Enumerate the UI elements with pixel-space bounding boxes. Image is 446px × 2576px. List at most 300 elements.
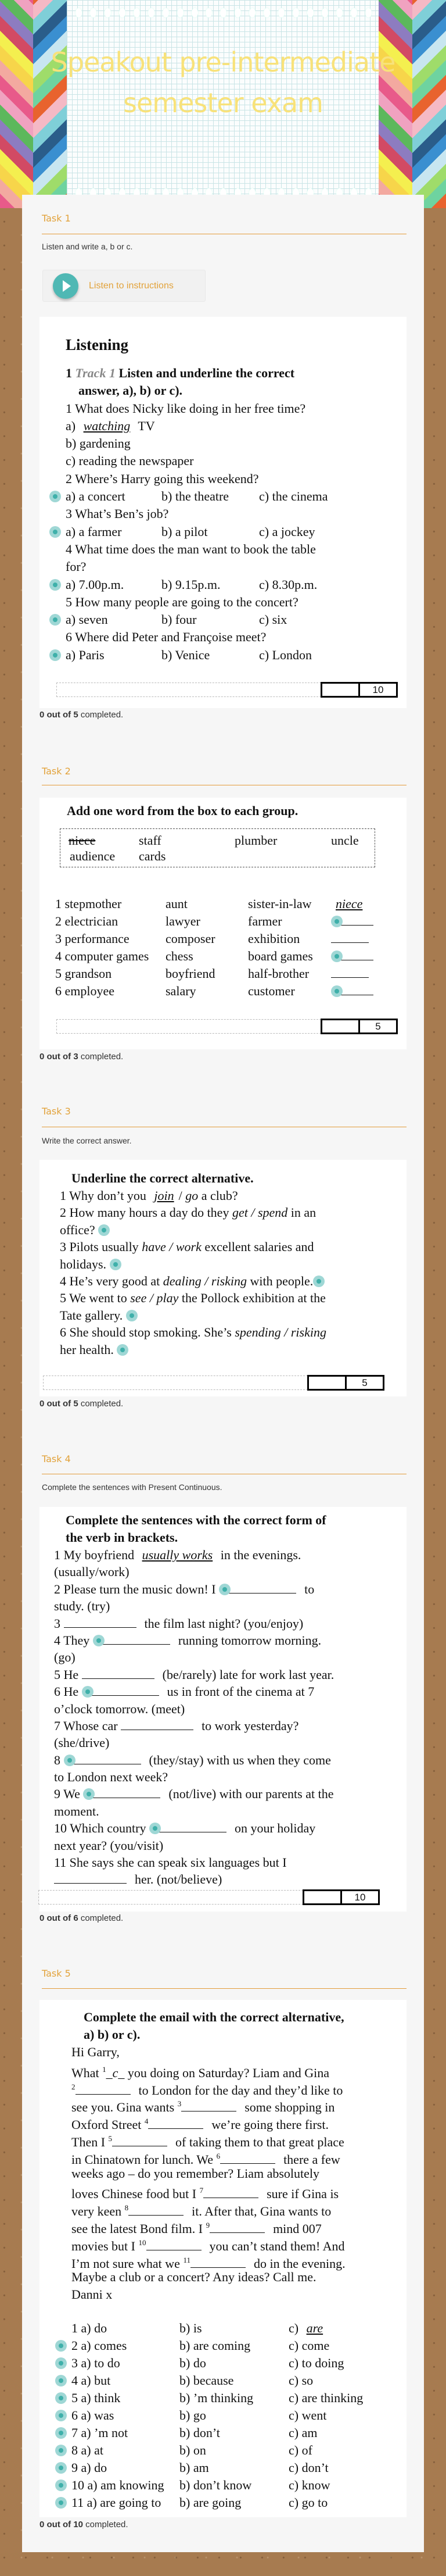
task-1-heading: Task 1 <box>42 213 71 224</box>
option-cell <box>166 930 215 948</box>
task-5-heading: Task 5 <box>42 1968 71 1979</box>
answer-blank[interactable] <box>87 1685 159 1696</box>
answer-blank[interactable] <box>82 1668 154 1679</box>
option-cell <box>289 2355 344 2372</box>
worksheet-line <box>39 1632 407 1649</box>
text: Danni x <box>71 2287 113 2302</box>
worksheet-title: Add one word from the box to each group. <box>67 803 298 818</box>
text: the Pollock exhibition at the <box>178 1291 326 1306</box>
completed-count: 0 out of 6 <box>39 1913 78 1923</box>
answer-marker-icon[interactable] <box>49 491 61 502</box>
answer-blank[interactable] <box>154 1822 226 1832</box>
text: we’re going there first. <box>211 2117 329 2132</box>
worksheet-line <box>39 1598 407 1614</box>
option-cell <box>66 611 108 628</box>
text: boyfriend <box>166 966 215 981</box>
worksheet-line <box>39 1238 407 1255</box>
text: 4 a) but <box>71 2373 111 2388</box>
answer-marker-icon[interactable] <box>55 2392 67 2404</box>
worksheet-line <box>39 2130 407 2148</box>
option-cell <box>71 2459 107 2477</box>
text: see you. Gina wants <box>71 2100 178 2115</box>
answer-marker-icon[interactable] <box>117 1344 128 1356</box>
worksheet-line <box>39 400 407 417</box>
text: (usually/work) <box>54 1564 130 1580</box>
text: c) am <box>289 2425 318 2440</box>
text: 10 Which country <box>54 1821 149 1836</box>
answer-marker-icon[interactable] <box>55 2427 67 2439</box>
option-row <box>39 913 407 930</box>
task-2-heading: Task 2 <box>42 766 71 777</box>
text: 5 a) think <box>71 2390 121 2405</box>
text: office? <box>60 1222 99 1237</box>
text: Maybe a club or a concert? Any ideas? Call me. <box>71 2270 316 2285</box>
text: c) 8.30p.m. <box>259 577 318 592</box>
option-cell <box>55 913 118 930</box>
text: 8 a) at <box>71 2442 103 2457</box>
option-cell <box>259 611 287 628</box>
worksheet-line <box>39 505 407 523</box>
text: 1 My boyfriend <box>54 1548 138 1562</box>
text: do in the evening. <box>253 2256 346 2271</box>
answer-blank[interactable] <box>98 1634 170 1645</box>
text: c) are thinking <box>289 2390 364 2405</box>
option-cell <box>71 2477 164 2494</box>
option-cell <box>66 523 121 541</box>
worksheet-line <box>39 1820 407 1837</box>
option-cell <box>166 965 215 982</box>
worksheet-line <box>39 628 407 646</box>
box-word: plumber <box>235 833 278 848</box>
answer-marker-icon[interactable] <box>49 526 61 538</box>
worksheet-heading <box>39 365 407 382</box>
gap-number: 7 <box>199 2186 204 2195</box>
answer-marker-icon[interactable] <box>55 2340 67 2352</box>
worksheet-line <box>39 1752 407 1768</box>
score-max: 10 <box>354 1892 366 1903</box>
text: in the evenings. <box>217 1548 301 1562</box>
text: 3 What’s Ben’s job? <box>66 506 169 521</box>
answer-marker-icon[interactable] <box>93 1635 105 1646</box>
worksheet-line <box>39 1666 407 1683</box>
option-cell <box>179 2424 220 2442</box>
text: the verb in brackets. <box>66 1530 178 1545</box>
text: weeks ago – do you remember? Liam absolutely <box>71 2166 320 2181</box>
worksheet-line <box>39 1768 407 1785</box>
answer-marker-icon[interactable] <box>83 1788 95 1800</box>
option-row <box>39 948 407 965</box>
worksheet-line <box>39 2043 407 2061</box>
answer-marker-icon[interactable] <box>64 1755 75 1766</box>
task-4-heading: Task 4 <box>42 1453 71 1464</box>
answer-blank[interactable] <box>203 2188 258 2198</box>
text: 3 a) to do <box>71 2355 120 2370</box>
text: b) go <box>179 2407 206 2423</box>
option-row <box>39 895 407 913</box>
score-box <box>43 1375 379 1391</box>
answer-marker-icon[interactable] <box>149 1823 161 1834</box>
text: 9 We <box>54 1787 84 1802</box>
text: you doing on Saturday? Liam and Gina <box>124 2065 329 2080</box>
option-cell <box>289 2320 328 2337</box>
worksheet-line <box>39 1307 407 1324</box>
worksheet-line <box>39 1803 407 1820</box>
completed-count: 0 out of 10 <box>39 2520 84 2529</box>
worksheet-vocabulary <box>39 798 407 1049</box>
answer-blank[interactable] <box>331 967 369 978</box>
option-row <box>39 2442 407 2459</box>
option-cell <box>289 2337 329 2355</box>
worksheet-line <box>39 2078 407 2096</box>
worksheet-alternatives <box>39 1160 407 1396</box>
option-cell <box>289 2389 363 2407</box>
option-cell <box>55 895 121 913</box>
worksheet-line <box>39 1221 407 1238</box>
score-box <box>56 682 398 698</box>
answer-marker-icon[interactable] <box>331 951 343 962</box>
text: 7 a) ’m not <box>71 2425 128 2440</box>
answer-marker-icon[interactable] <box>331 985 343 997</box>
text: her. (not/believe) <box>135 1872 222 1887</box>
answer-marker-icon[interactable] <box>55 2497 67 2509</box>
worksheet-line <box>39 1854 407 1871</box>
text: in Chinatown for lunch. We <box>71 2152 217 2167</box>
answer-marker-icon[interactable] <box>55 2410 67 2421</box>
text: b) don’t <box>179 2425 220 2440</box>
text: her health. <box>60 1342 117 1357</box>
text: 2 How many hours a day do they <box>60 1205 232 1220</box>
answer-blank[interactable] <box>112 2136 167 2146</box>
text: holidays. <box>60 1256 110 1271</box>
text: 6 Where did Peter and Françoise meet? <box>66 630 267 645</box>
worksheet-line <box>39 1700 407 1717</box>
text: 2 Where’s Harry going this weekend? <box>66 471 259 486</box>
notebook-holes <box>75 8 372 17</box>
text: to work yesterday? <box>202 1718 299 1733</box>
text: to London next week? <box>54 1770 168 1785</box>
task-1-instruction: Listen and write a, b or c. <box>42 242 133 251</box>
worksheet-line <box>39 1734 407 1751</box>
worksheet-line <box>39 1341 407 1358</box>
option-cell <box>289 2459 329 2477</box>
text: it. After that, Gina wants to <box>192 2204 332 2219</box>
text: there a few <box>283 2152 340 2167</box>
worksheet-line <box>39 2182 407 2202</box>
answer-blank[interactable] <box>69 1754 141 1764</box>
option-cell <box>289 2494 328 2511</box>
worksheet-line <box>39 2165 407 2182</box>
text: 6 He <box>54 1684 82 1699</box>
text: b) are coming <box>179 2338 251 2353</box>
option-cell <box>71 2407 114 2424</box>
text: 4 He’s very good at <box>60 1273 163 1288</box>
option-row <box>39 576 407 594</box>
text: 4 computer games <box>55 949 149 963</box>
answer-blank[interactable] <box>128 2205 184 2216</box>
text: excellent salaries and <box>201 1239 314 1255</box>
text: c) go to <box>289 2495 328 2510</box>
text: b) am <box>179 2460 209 2475</box>
text: very keen <box>71 2204 125 2219</box>
text: 5 grandson <box>55 966 112 981</box>
gap-number: 4 <box>144 2117 149 2126</box>
text: 6 She should stop smoking. She’s <box>60 1325 235 1340</box>
option-row <box>39 965 407 982</box>
worksheet-line <box>39 1615 407 1632</box>
chevron-pattern <box>0 0 34 208</box>
answer-marker-icon[interactable] <box>55 2357 67 2369</box>
completed-label: completed. <box>78 1913 124 1923</box>
text: movies but I <box>71 2238 139 2253</box>
text: TV <box>135 418 155 433</box>
worksheet-line <box>39 541 407 558</box>
header-banner <box>0 0 446 208</box>
worksheet-line <box>39 2217 407 2234</box>
divider <box>42 1988 407 1989</box>
text: to London for the day and they’d like to <box>138 2082 343 2098</box>
answer-marker-icon[interactable] <box>55 2375 67 2386</box>
option-row <box>39 2477 407 2494</box>
text: half-brother <box>248 966 310 981</box>
answer-marker-icon[interactable] <box>219 1584 231 1595</box>
option-cell <box>331 895 367 913</box>
text: a) seven <box>66 612 108 627</box>
option-cell <box>71 2372 110 2389</box>
option-row <box>39 2372 407 2389</box>
task-4-progress <box>39 1913 123 1924</box>
answer-blank[interactable] <box>121 1720 193 1730</box>
answer-marker-icon[interactable] <box>55 2479 67 2491</box>
completed-label: completed. <box>78 710 124 720</box>
answer-blank[interactable] <box>148 2118 203 2129</box>
option-cell <box>55 930 130 948</box>
text: (not/live) with our parents at the <box>168 1787 334 1802</box>
text: 2 electrician <box>55 914 118 928</box>
completed-label: completed. <box>78 1052 124 1062</box>
text: c) six <box>259 612 287 627</box>
text: c) <box>289 2320 302 2335</box>
text: 11 a) are going to <box>71 2495 161 2510</box>
option-cell <box>259 576 317 594</box>
option-cell <box>179 2389 253 2407</box>
option-cell <box>289 2372 313 2389</box>
answer-marker-icon[interactable] <box>110 1259 121 1270</box>
option-row <box>39 646 407 664</box>
text: (be/rarely) late for work last year. <box>162 1667 334 1682</box>
text: in an <box>287 1205 316 1220</box>
answer-marker-icon[interactable] <box>49 614 61 626</box>
option-cell <box>71 2389 120 2407</box>
answer-marker-icon[interactable] <box>49 649 61 661</box>
answer-blank[interactable] <box>210 2223 265 2233</box>
worksheet-heading <box>39 2009 407 2026</box>
option-cell <box>161 523 207 541</box>
worksheet-line <box>39 2268 407 2286</box>
box-word: uncle <box>331 833 359 848</box>
answer-blank[interactable] <box>54 1873 127 1884</box>
worksheet-line <box>39 2199 407 2217</box>
answer-blank[interactable] <box>88 1788 160 1798</box>
text: 6 employee <box>55 984 115 998</box>
gap-number: 9 <box>206 2220 210 2230</box>
option-cell <box>248 913 282 930</box>
worksheet-line <box>39 417 407 435</box>
option-row <box>39 611 407 628</box>
text: for? <box>66 559 87 574</box>
answer-blank[interactable] <box>146 2240 202 2250</box>
text: b) don’t know <box>179 2477 252 2492</box>
listen-instructions-button[interactable] <box>42 270 206 302</box>
text: composer <box>166 931 215 946</box>
option-cell <box>248 930 300 948</box>
completed-label: completed. <box>78 1399 124 1409</box>
option-cell <box>161 646 210 664</box>
text: some shopping in <box>244 2100 335 2115</box>
option-cell <box>179 2442 206 2459</box>
text: 1 stepmother <box>55 896 122 911</box>
option-cell <box>179 2337 250 2355</box>
completed-count: 0 out of 5 <box>39 710 78 720</box>
gap-number: 8 <box>124 2203 129 2213</box>
text: 2 a) comes <box>71 2338 127 2353</box>
option-cell <box>259 488 328 505</box>
text: study. (try) <box>54 1599 110 1614</box>
answer-marker-icon[interactable] <box>55 2445 67 2456</box>
option-cell <box>248 982 295 1000</box>
score-box <box>56 1019 398 1034</box>
alternative-words: spending / risking <box>235 1325 326 1340</box>
text: What <box>71 2065 103 2080</box>
option-row <box>39 2337 407 2355</box>
text: aunt <box>166 896 188 911</box>
worksheet-line <box>39 1204 407 1221</box>
text: board games <box>248 949 313 963</box>
option-cell <box>259 523 315 541</box>
option-cell <box>248 965 309 982</box>
text: a) Paris <box>66 647 105 662</box>
option-row <box>39 982 407 1000</box>
text: b) is <box>179 2320 202 2335</box>
worksheet-line <box>39 452 407 470</box>
word-box <box>60 828 375 867</box>
text: b) 9.15p.m. <box>161 577 221 592</box>
answer-blank[interactable] <box>331 932 369 943</box>
alternative-words: have / work <box>142 1239 202 1255</box>
text: 3 performance <box>55 931 130 946</box>
text: b) do <box>179 2355 206 2370</box>
text: running tomorrow morning. <box>178 1632 322 1648</box>
completed-count: 0 out of 3 <box>39 1052 78 1062</box>
text: c) know <box>289 2477 330 2492</box>
option-cell <box>161 576 220 594</box>
gap-number: 3 <box>177 2099 182 2109</box>
worksheet-line <box>39 1563 407 1580</box>
completed-label: completed. <box>83 2520 128 2529</box>
option-cell <box>289 2407 326 2424</box>
text: a) 7.00p.m. <box>66 577 124 592</box>
gap-number: 6 <box>216 2151 221 2160</box>
text: b) Venice <box>161 647 210 662</box>
text: 3 <box>54 1616 64 1631</box>
answer-blank[interactable] <box>224 1583 296 1594</box>
text: with people. <box>247 1273 314 1288</box>
answer-marker-icon[interactable] <box>331 916 343 927</box>
option-cell <box>66 488 125 505</box>
option-cell <box>66 576 124 594</box>
option-cell <box>166 913 200 930</box>
text: b) gardening <box>66 436 131 451</box>
text: answer, a), b) or c). <box>78 383 183 398</box>
answer-blank[interactable] <box>190 2257 246 2268</box>
worksheet-line <box>39 1649 407 1666</box>
option-cell <box>331 948 382 965</box>
option-cell <box>331 913 382 930</box>
worksheet-heading <box>39 1529 407 1546</box>
option-cell <box>259 646 312 664</box>
option-cell <box>71 2494 161 2511</box>
answer-marker-icon[interactable] <box>49 579 61 591</box>
score-max: 10 <box>372 684 384 695</box>
text: moment. <box>54 1803 99 1818</box>
option-cell <box>179 2459 209 2477</box>
worksheet-heading <box>39 1512 407 1529</box>
gap-number: 11 <box>183 2255 190 2264</box>
option-cell <box>166 895 188 913</box>
answer-blank[interactable] <box>181 2101 236 2111</box>
worksheet-line <box>39 2252 407 2269</box>
text: Complete the sentences with the correct form of <box>66 1513 326 1527</box>
answer-marker-icon[interactable] <box>313 1276 325 1287</box>
text: a) a concert <box>66 489 125 504</box>
option-cell <box>289 2424 317 2442</box>
text: see the latest Bond film. I <box>71 2221 206 2236</box>
task-5-progress <box>39 2519 128 2531</box>
answer-marker-icon[interactable] <box>126 1310 138 1321</box>
answer-marker-icon[interactable] <box>98 1224 110 1236</box>
text: b) a pilot <box>161 524 208 539</box>
text: c) the cinema <box>259 489 328 504</box>
text: a) b) or c). <box>84 2027 141 2042</box>
option-row <box>39 2424 407 2442</box>
answer-blank[interactable] <box>75 2084 131 2095</box>
track-label: Track 1 <box>75 366 116 380</box>
text: b) on <box>179 2442 206 2457</box>
answer-blank[interactable] <box>220 2153 275 2164</box>
option-row <box>39 2494 407 2511</box>
text: mind 007 <box>273 2221 322 2236</box>
text: c) went <box>289 2407 327 2423</box>
worksheet-line <box>39 1837 407 1854</box>
worksheet-line <box>39 2113 407 2130</box>
text: c) to doing <box>289 2355 344 2370</box>
text: 1 Why don’t you <box>60 1188 150 1203</box>
option-row <box>39 2320 407 2337</box>
text: b) are going <box>179 2495 242 2510</box>
option-cell <box>289 2477 330 2494</box>
answer-marker-icon[interactable] <box>82 1686 93 1698</box>
answer-blank[interactable] <box>64 1617 136 1628</box>
option-cell <box>55 948 149 965</box>
text: 6 a) was <box>71 2407 114 2423</box>
worksheet-line <box>39 2148 407 2165</box>
option-cell <box>248 895 312 913</box>
worksheet-line <box>39 1289 407 1306</box>
score-max: 5 <box>362 1377 368 1388</box>
sample-answer: usually works <box>142 1548 213 1562</box>
text: b) the theatre <box>161 489 229 504</box>
text: of taking them to that great place <box>175 2134 344 2149</box>
answer-marker-icon[interactable] <box>55 2462 67 2474</box>
